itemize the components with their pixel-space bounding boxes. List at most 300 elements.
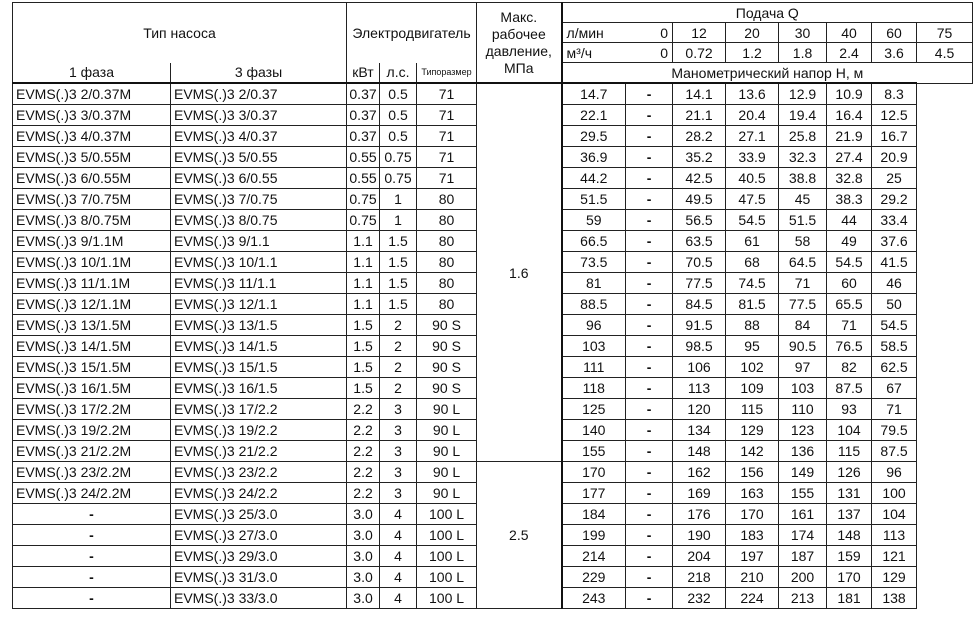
head-cell-q4: 187 — [779, 546, 827, 567]
table-row — [13, 83, 973, 105]
phase1-model-cell: EVMS(.)3 3/0.37M — [13, 105, 171, 126]
head-cell-q4: 97 — [779, 357, 827, 378]
head-cell-q5: 44 — [827, 210, 872, 231]
hp-cell: 0.5 — [380, 105, 417, 126]
head-cell-q3: 33.9 — [726, 147, 779, 168]
head-cell-q6: 25 — [872, 168, 917, 189]
flow-lmin-2: 20 — [726, 23, 779, 43]
phase1-model-cell: EVMS(.)3 19/2.2M — [13, 420, 171, 441]
head-cell-q1: - — [626, 168, 673, 189]
head-cell-q5: 93 — [827, 399, 872, 420]
phase1-model-cell: - — [13, 525, 171, 546]
kw-cell: 3.0 — [347, 525, 380, 546]
frame-cell: 71 — [417, 83, 477, 105]
kw-cell: 2.2 — [347, 399, 380, 420]
head-cell-q2: 84.5 — [673, 294, 726, 315]
head-cell-q2: 21.1 — [673, 105, 726, 126]
kw-cell: 3.0 — [347, 567, 380, 588]
head-cell-q2: 91.5 — [673, 315, 726, 336]
phase1-model-cell: - — [13, 567, 171, 588]
head-cell-q6: 12.5 — [872, 105, 917, 126]
hp-cell: 1.5 — [380, 294, 417, 315]
head-cell-q6: 121 — [872, 546, 917, 567]
head-cell-q1: - — [626, 147, 673, 168]
head-cell-q3: 74.5 — [726, 273, 779, 294]
head-cell-q0: 177 — [562, 483, 626, 504]
phase1-model-cell: EVMS(.)3 6/0.55M — [13, 168, 171, 189]
head-cell-q1: - — [626, 336, 673, 357]
head-cell-q3: 47.5 — [726, 189, 779, 210]
flow-m3h-3: 1.8 — [779, 43, 827, 63]
head-cell-q2: 169 — [673, 483, 726, 504]
head-cell-q2: 162 — [673, 462, 726, 483]
flow-m3h-1: 0.72 — [673, 43, 726, 63]
head-cell-q1: - — [626, 210, 673, 231]
head-cell-q0: 81 — [562, 273, 626, 294]
head-cell-q3: 183 — [726, 525, 779, 546]
head-cell-q3: 27.1 — [726, 126, 779, 147]
head-cell-q0: 229 — [562, 567, 626, 588]
head-cell-q6: 138 — [872, 588, 917, 609]
head-cell-q2: 134 — [673, 420, 726, 441]
head-cell-q6: 54.5 — [872, 315, 917, 336]
head-cell-q0: 103 — [562, 336, 626, 357]
flow-lmin-3: 30 — [779, 23, 827, 43]
head-cell-q0: 118 — [562, 378, 626, 399]
hp-cell: 2 — [380, 357, 417, 378]
head-cell-q2: 190 — [673, 525, 726, 546]
phase1-model-cell: EVMS(.)3 14/1.5M — [13, 336, 171, 357]
head-cell-q3: 20.4 — [726, 105, 779, 126]
head-cell-q2: 70.5 — [673, 252, 726, 273]
frame-cell: 100 L — [417, 567, 477, 588]
frame-cell: 80 — [417, 273, 477, 294]
head-cell-q2: 63.5 — [673, 231, 726, 252]
flow-m3h-4: 2.4 — [827, 43, 872, 63]
frame-cell: 71 — [417, 105, 477, 126]
frame-cell: 80 — [417, 210, 477, 231]
kw-cell: 0.55 — [347, 168, 380, 189]
head-cell-q5: 60 — [827, 273, 872, 294]
phase3-model-cell: EVMS(.)3 11/1.1 — [171, 273, 347, 294]
head-cell-q0: 140 — [562, 420, 626, 441]
head-cell-q5: 159 — [827, 546, 872, 567]
head-cell-q4: 136 — [779, 441, 827, 462]
head-cell-q2: 42.5 — [673, 168, 726, 189]
head-cell-q6: 20.9 — [872, 147, 917, 168]
frame-cell: 100 L — [417, 504, 477, 525]
phase3-model-cell: EVMS(.)3 4/0.37 — [171, 126, 347, 147]
max-pressure-line-1: Макс. — [500, 8, 538, 25]
head-cell-q4: 110 — [779, 399, 827, 420]
frame-cell: 90 L — [417, 441, 477, 462]
head-cell-q4: 32.3 — [779, 147, 827, 168]
head-cell-q4: 45 — [779, 189, 827, 210]
phase1-model-cell: EVMS(.)3 17/2.2M — [13, 399, 171, 420]
hp-cell: 2 — [380, 336, 417, 357]
head-cell-q5: 82 — [827, 357, 872, 378]
head-cell-q4: 25.8 — [779, 126, 827, 147]
phase1-model-cell: EVMS(.)3 7/0.75M — [13, 189, 171, 210]
head-cell-q6: 87.5 — [872, 441, 917, 462]
head-cell-q6: 104 — [872, 504, 917, 525]
head-cell-q1: - — [626, 126, 673, 147]
pump-type-header: Тип насоса — [13, 3, 347, 63]
max-pressure-line-4: МПа — [504, 59, 534, 76]
pump-data-body — [13, 83, 973, 609]
head-cell-q4: 161 — [779, 504, 827, 525]
hp-cell: 3 — [380, 399, 417, 420]
phase3-model-cell: EVMS(.)3 25/3.0 — [171, 504, 347, 525]
head-cell-q0: 36.9 — [562, 147, 626, 168]
phase1-model-cell: EVMS(.)3 12/1.1M — [13, 294, 171, 315]
head-cell-q4: 155 — [779, 483, 827, 504]
head-header: Манометрический напор H, м — [562, 63, 973, 84]
head-cell-q5: 54.5 — [827, 252, 872, 273]
phase3-model-cell: EVMS(.)3 8/0.75 — [171, 210, 347, 231]
head-cell-q1: - — [626, 105, 673, 126]
head-cell-q4: 103 — [779, 378, 827, 399]
phase1-model-cell: - — [13, 546, 171, 567]
head-cell-q5: 65.5 — [827, 294, 872, 315]
head-cell-q3: 13.6 — [726, 83, 779, 105]
head-cell-q6: 37.6 — [872, 231, 917, 252]
phase1-model-cell: EVMS(.)3 8/0.75M — [13, 210, 171, 231]
head-cell-q5: 27.4 — [827, 147, 872, 168]
head-cell-q2: 113 — [673, 378, 726, 399]
hp-cell: 1.5 — [380, 273, 417, 294]
head-cell-q2: 176 — [673, 504, 726, 525]
head-cell-q0: 170 — [562, 462, 626, 483]
head-cell-q6: 46 — [872, 273, 917, 294]
phase1-model-cell: - — [13, 588, 171, 609]
head-cell-q5: 137 — [827, 504, 872, 525]
frame-cell: 90 S — [417, 315, 477, 336]
phase3-model-cell: EVMS(.)3 2/0.37 — [171, 83, 347, 105]
frame-cell: 80 — [417, 189, 477, 210]
kw-cell: 2.2 — [347, 462, 380, 483]
head-cell-q3: 109 — [726, 378, 779, 399]
head-cell-q1: - — [626, 441, 673, 462]
head-cell-q4: 84 — [779, 315, 827, 336]
phase3-model-cell: EVMS(.)3 24/2.2 — [171, 483, 347, 504]
phase1-model-cell: EVMS(.)3 11/1.1M — [13, 273, 171, 294]
head-cell-q3: 170 — [726, 504, 779, 525]
kw-cell: 1.1 — [347, 231, 380, 252]
phase1-model-cell: - — [13, 504, 171, 525]
head-cell-q2: 35.2 — [673, 147, 726, 168]
hp-cell: 4 — [380, 588, 417, 609]
head-cell-q6: 71 — [872, 399, 917, 420]
head-cell-q1: - — [626, 252, 673, 273]
head-cell-q2: 49.5 — [673, 189, 726, 210]
phase3-model-cell: EVMS(.)3 13/1.5 — [171, 315, 347, 336]
hp-cell: 2 — [380, 315, 417, 336]
header-row-1 — [13, 3, 973, 23]
phase3-model-cell: EVMS(.)3 15/1.5 — [171, 357, 347, 378]
phase1-model-cell: EVMS(.)3 10/1.1M — [13, 252, 171, 273]
flow-m3h-unit: м³/ч — [562, 43, 616, 63]
phase3-model-cell: EVMS(.)3 19/2.2 — [171, 420, 347, 441]
head-cell-q0: 73.5 — [562, 252, 626, 273]
head-cell-q3: 197 — [726, 546, 779, 567]
hp-cell: 1 — [380, 189, 417, 210]
kw-cell: 0.37 — [347, 105, 380, 126]
head-cell-q3: 115 — [726, 399, 779, 420]
kw-cell: 2.2 — [347, 483, 380, 504]
head-cell-q4: 19.4 — [779, 105, 827, 126]
head-cell-q2: 28.2 — [673, 126, 726, 147]
head-cell-q6: 8.3 — [872, 83, 917, 105]
head-cell-q5: 181 — [827, 588, 872, 609]
frame-cell: 90 S — [417, 378, 477, 399]
hp-cell: 3 — [380, 462, 417, 483]
hp-cell: 1.5 — [380, 231, 417, 252]
head-cell-q5: 170 — [827, 567, 872, 588]
phase1-model-cell: EVMS(.)3 9/1.1M — [13, 231, 171, 252]
phase3-model-cell: EVMS(.)3 27/3.0 — [171, 525, 347, 546]
hp-cell: 2 — [380, 378, 417, 399]
phase3-model-cell: EVMS(.)3 14/1.5 — [171, 336, 347, 357]
head-cell-q0: 243 — [562, 588, 626, 609]
head-cell-q5: 115 — [827, 441, 872, 462]
kw-cell: 0.37 — [347, 83, 380, 105]
frame-cell: 80 — [417, 231, 477, 252]
head-cell-q4: 90.5 — [779, 336, 827, 357]
head-cell-q6: 96 — [872, 462, 917, 483]
head-cell-q4: 200 — [779, 567, 827, 588]
head-cell-q1: - — [626, 399, 673, 420]
head-cell-q2: 120 — [673, 399, 726, 420]
head-cell-q6: 62.5 — [872, 357, 917, 378]
kw-cell: 1.1 — [347, 294, 380, 315]
kw-cell: 3.0 — [347, 588, 380, 609]
hp-cell: 1.5 — [380, 252, 417, 273]
head-cell-q6: 129 — [872, 567, 917, 588]
flow-lmin-5: 60 — [872, 23, 917, 43]
frame-cell: 100 L — [417, 525, 477, 546]
head-cell-q2: 77.5 — [673, 273, 726, 294]
phase3-model-cell: EVMS(.)3 33/3.0 — [171, 588, 347, 609]
head-cell-q2: 56.5 — [673, 210, 726, 231]
phase3-model-cell: EVMS(.)3 5/0.55 — [171, 147, 347, 168]
head-cell-q0: 125 — [562, 399, 626, 420]
head-cell-q6: 79.5 — [872, 420, 917, 441]
head-cell-q3: 68 — [726, 252, 779, 273]
head-cell-q5: 148 — [827, 525, 872, 546]
head-cell-q2: 106 — [673, 357, 726, 378]
max-pressure-line-2: рабочее — [491, 25, 546, 42]
frame-cell: 71 — [417, 147, 477, 168]
phase1-model-cell: EVMS(.)3 4/0.37M — [13, 126, 171, 147]
phase1-model-cell: EVMS(.)3 15/1.5M — [13, 357, 171, 378]
frame-cell: 80 — [417, 252, 477, 273]
kw-header: кВт — [347, 63, 380, 84]
frame-cell: 90 L — [417, 420, 477, 441]
head-cell-q3: 129 — [726, 420, 779, 441]
kw-cell: 0.75 — [347, 189, 380, 210]
head-cell-q1: - — [626, 231, 673, 252]
head-cell-q0: 29.5 — [562, 126, 626, 147]
hp-cell: 4 — [380, 504, 417, 525]
head-cell-q1: - — [626, 378, 673, 399]
head-cell-q6: 16.7 — [872, 126, 917, 147]
head-cell-q1: - — [626, 273, 673, 294]
head-cell-q3: 210 — [726, 567, 779, 588]
kw-cell: 0.37 — [347, 126, 380, 147]
head-cell-q5: 10.9 — [827, 83, 872, 105]
head-cell-q6: 29.2 — [872, 189, 917, 210]
kw-cell: 0.55 — [347, 147, 380, 168]
head-cell-q6: 58.5 — [872, 336, 917, 357]
head-cell-q3: 156 — [726, 462, 779, 483]
hp-cell: 4 — [380, 567, 417, 588]
flow-m3h-2: 1.2 — [726, 43, 779, 63]
phase3-model-cell: EVMS(.)3 9/1.1 — [171, 231, 347, 252]
phase1-model-cell: EVMS(.)3 13/1.5M — [13, 315, 171, 336]
head-cell-q0: 214 — [562, 546, 626, 567]
head-cell-q1: - — [626, 567, 673, 588]
table-row — [13, 462, 973, 483]
max-pressure-cell: 1.6 — [477, 83, 562, 462]
hp-cell: 3 — [380, 420, 417, 441]
head-cell-q2: 204 — [673, 546, 726, 567]
kw-cell: 2.2 — [347, 441, 380, 462]
flow-m3h-5: 3.6 — [872, 43, 917, 63]
head-cell-q5: 87.5 — [827, 378, 872, 399]
phase3-model-cell: EVMS(.)3 31/3.0 — [171, 567, 347, 588]
flow-m3h-0: 0 — [616, 43, 673, 63]
head-cell-q3: 61 — [726, 231, 779, 252]
max-pressure-cell: 2.5 — [477, 462, 562, 609]
phase1-header: 1 фаза — [13, 63, 171, 84]
head-cell-q0: 14.7 — [562, 83, 626, 105]
phase3-header: 3 фазы — [171, 63, 347, 84]
head-cell-q1: - — [626, 189, 673, 210]
head-cell-q1: - — [626, 504, 673, 525]
head-cell-q4: 51.5 — [779, 210, 827, 231]
head-cell-q2: 98.5 — [673, 336, 726, 357]
head-cell-q6: 41.5 — [872, 252, 917, 273]
frame-cell: 100 L — [417, 588, 477, 609]
phase1-model-cell: EVMS(.)3 2/0.37M — [13, 83, 171, 105]
hp-cell: 0.5 — [380, 126, 417, 147]
head-cell-q4: 58 — [779, 231, 827, 252]
head-cell-q3: 40.5 — [726, 168, 779, 189]
flow-lmin-6: 75 — [917, 23, 973, 43]
motor-header: Электродвигатель — [347, 3, 477, 63]
phase3-model-cell: EVMS(.)3 3/0.37 — [171, 105, 347, 126]
kw-cell: 1.1 — [347, 252, 380, 273]
head-cell-q3: 88 — [726, 315, 779, 336]
hp-cell: 3 — [380, 483, 417, 504]
kw-cell: 1.5 — [347, 336, 380, 357]
frame-cell: 90 S — [417, 336, 477, 357]
hp-cell: 4 — [380, 546, 417, 567]
phase1-model-cell: EVMS(.)3 21/2.2M — [13, 441, 171, 462]
head-cell-q5: 38.3 — [827, 189, 872, 210]
head-cell-q1: - — [626, 420, 673, 441]
phase3-model-cell: EVMS(.)3 7/0.75 — [171, 189, 347, 210]
hp-cell: 0.75 — [380, 168, 417, 189]
frame-cell: 71 — [417, 168, 477, 189]
kw-cell: 1.5 — [347, 357, 380, 378]
head-cell-q0: 96 — [562, 315, 626, 336]
head-cell-q6: 113 — [872, 525, 917, 546]
head-cell-q1: - — [626, 483, 673, 504]
head-cell-q3: 81.5 — [726, 294, 779, 315]
head-cell-q6: 100 — [872, 483, 917, 504]
head-cell-q0: 51.5 — [562, 189, 626, 210]
kw-cell: 0.75 — [347, 210, 380, 231]
head-cell-q3: 142 — [726, 441, 779, 462]
frame-cell: 90 L — [417, 399, 477, 420]
frame-cell: 90 L — [417, 462, 477, 483]
frame-cell: 90 S — [417, 357, 477, 378]
head-cell-q0: 22.1 — [562, 105, 626, 126]
phase3-model-cell: EVMS(.)3 17/2.2 — [171, 399, 347, 420]
head-cell-q4: 38.8 — [779, 168, 827, 189]
head-cell-q3: 163 — [726, 483, 779, 504]
flow-lmin-4: 40 — [827, 23, 872, 43]
head-cell-q5: 126 — [827, 462, 872, 483]
hp-cell: 0.5 — [380, 83, 417, 105]
flow-header: Подача Q — [562, 3, 973, 23]
head-cell-q5: 76.5 — [827, 336, 872, 357]
head-cell-q5: 71 — [827, 315, 872, 336]
head-cell-q3: 54.5 — [726, 210, 779, 231]
head-cell-q1: - — [626, 588, 673, 609]
kw-cell: 3.0 — [347, 504, 380, 525]
head-cell-q5: 16.4 — [827, 105, 872, 126]
pump-performance-table — [12, 2, 973, 609]
head-cell-q4: 123 — [779, 420, 827, 441]
head-cell-q5: 49 — [827, 231, 872, 252]
phase3-model-cell: EVMS(.)3 29/3.0 — [171, 546, 347, 567]
frame-cell: 71 — [417, 126, 477, 147]
hp-cell: 4 — [380, 525, 417, 546]
flow-m3h-6: 4.5 — [917, 43, 973, 63]
head-cell-q0: 66.5 — [562, 231, 626, 252]
frame-cell: 90 L — [417, 483, 477, 504]
hp-header: л.с. — [380, 63, 417, 84]
head-cell-q4: 12.9 — [779, 83, 827, 105]
head-cell-q4: 77.5 — [779, 294, 827, 315]
phase3-model-cell: EVMS(.)3 10/1.1 — [171, 252, 347, 273]
head-cell-q2: 218 — [673, 567, 726, 588]
frame-cell: 80 — [417, 294, 477, 315]
head-cell-q6: 67 — [872, 378, 917, 399]
kw-cell: 1.5 — [347, 315, 380, 336]
head-cell-q2: 14.1 — [673, 83, 726, 105]
head-cell-q1: - — [626, 546, 673, 567]
frame-header: Типоразмер — [417, 63, 477, 84]
head-cell-q4: 64.5 — [779, 252, 827, 273]
head-cell-q1: - — [626, 315, 673, 336]
head-cell-q0: 59 — [562, 210, 626, 231]
head-cell-q4: 149 — [779, 462, 827, 483]
max-pressure-line-3: давление, — [485, 42, 552, 59]
hp-cell: 3 — [380, 441, 417, 462]
head-cell-q5: 104 — [827, 420, 872, 441]
head-cell-q1: - — [626, 357, 673, 378]
phase3-model-cell: EVMS(.)3 6/0.55 — [171, 168, 347, 189]
kw-cell: 1.5 — [347, 378, 380, 399]
head-cell-q0: 88.5 — [562, 294, 626, 315]
head-cell-q3: 95 — [726, 336, 779, 357]
phase3-model-cell: EVMS(.)3 21/2.2 — [171, 441, 347, 462]
head-cell-q5: 131 — [827, 483, 872, 504]
